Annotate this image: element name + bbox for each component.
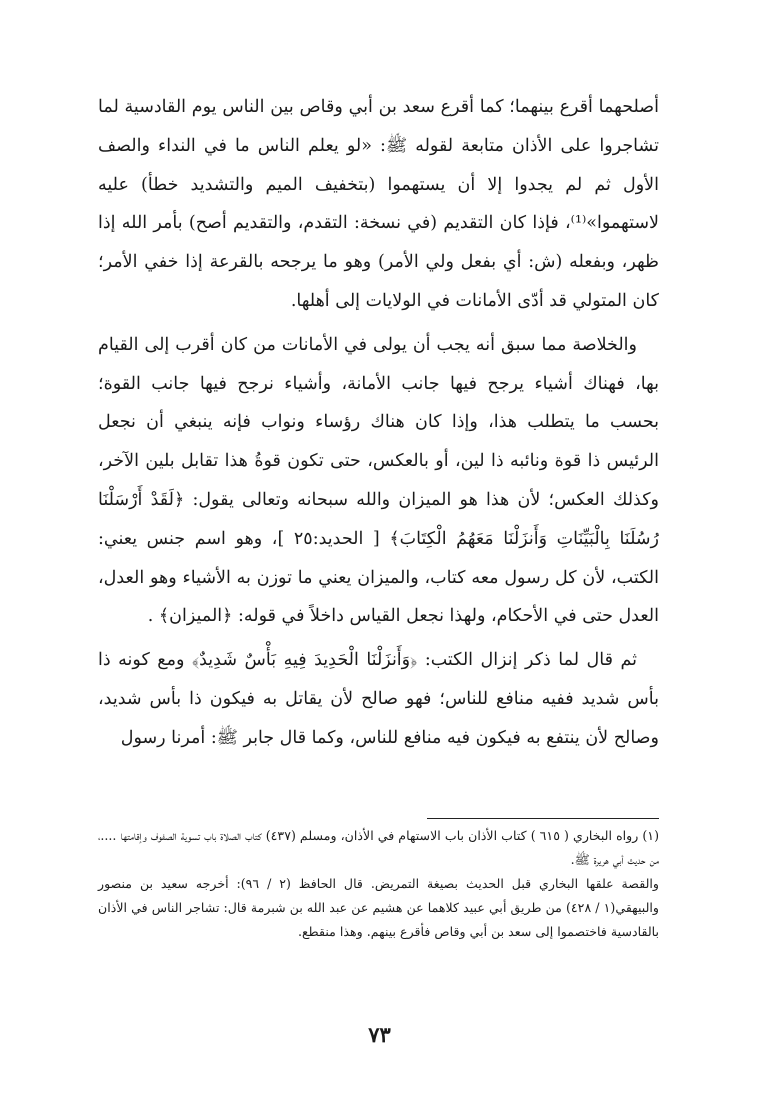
footnote-1: (١) رواه البخاري ( ٦١٥ ) كتاب الأذان باب الاستهام في الأذان، ومسلم (٤٣٧) كتاب الصلاة باب تسوية الصفوف وإقامتها ....، من حديث أبي هريرة ﷺ. bbox=[98, 828, 659, 867]
footnotes-section bbox=[98, 824, 659, 944]
body-paragraph-2: والخلاصة مما سبق أنه يجب أن يولى في الأمانات من كان أقرب إلى القيام بها، فهناك أشياء يرجح فيها جانب الأمانة، وأشياء نرجح فيها جانب القوة؛ بحسب ما يتطلب هذا، وإذا كان هناك رؤساء ونواب فإنه ينبغي أن نجعل الرئيس ذا قوة ونائبه ذا لين، أو بالعكس، حتى تكون قوةُ هذا تقابل بلين الآخر، وكذلك العكس؛ لأن هذا هو الميزان والله سبحانه وتعالى يقول: ﴿لَقَدْ أَرْسَلْنَا رُسُلَنَا بِالْبَيِّنَاتِ وَأَنزَلْنَا مَعَهُمُ الْكِتَابَ﴾ [ الحديد:٢٥ ]، وهو اسم جنس يعني: الكتب، لأن كل رسول معه كتاب، والميزان يعني ما توزن به الأشياء وهو العدل، العدل حتى في الأحكام، ولهذا نجعل القياس داخلاً في قوله: ﴿الميزان﴾ . bbox=[98, 334, 659, 627]
page-number: ٧٣ bbox=[368, 1022, 391, 1047]
footnote-separator bbox=[427, 818, 659, 819]
footnote-1-continuation: والقصة علقها البخاري قبل الحديث بصيغة التمريض. قال الحافظ (٢ / ٩٦): أخرجه سعيد بن منصور والبيهقي(١ / ٤٢٨) من طريق أبي عبيد كلاهما عن هشيم عن عبد الله بن شبرمة قال: تشاجر الناس في الأذان بالقادسية فاختصموا إلى سعد بن أبي وقاص فأقرع بينهم. وهذا منقطع. bbox=[98, 876, 660, 939]
body-paragraph-1: أصلحهما أقرع بينهما؛ كما أقرع سعد بن أبي وقاص بين الناس يوم القادسية لما تشاجروا على الأذان متابعة لقوله ﷺ: «لو يعلم الناس ما في النداء والصف الأول ثم لم يجدوا إلا أن يستهموا (بتخفيف الميم والتشديد خطأ) عليه لاستهموا»⁽¹⁾، فإذا كان التقديم (في نسخة: التقدم، والتقديم أصح) بأمر الله إذا ظهر، وبفعله (ش: أي بفعل ولي الأمر) وهو ما يرجحه بالقرعة إذا خفي الأمر؛ كان المتولي قد أدّى الأمانات في الولايات إلى أهلها. bbox=[98, 97, 659, 311]
body-paragraph-3: ثم قال لما ذكر إنزال الكتب: ﴿وَأَنزَلْنَا الْحَدِيدَ فِيهِ بَأْسٌ شَدِيدٌ﴾ ومع كونه ذا بأس شديد ففيه منافع للناس؛ فهو صالح لأن يقاتل به فيكون ذا بأس شديد، وصالح لأن ينتفع به فيكون فيه منافع للناس، وكما قال جابر ﷺ: أمرنا رسول bbox=[98, 650, 659, 748]
main-text-body bbox=[98, 88, 659, 758]
